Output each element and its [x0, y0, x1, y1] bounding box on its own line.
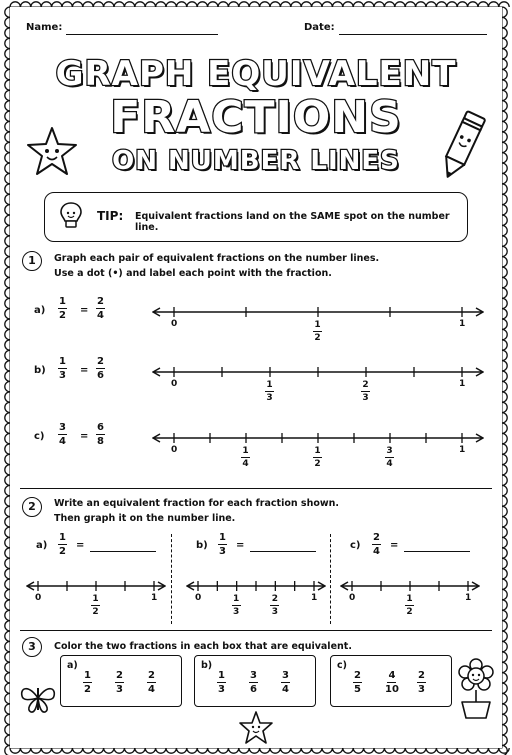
numerator: 2	[373, 532, 380, 543]
choice-fraction[interactable]	[115, 670, 124, 695]
fraction-bar	[58, 434, 67, 435]
point-label	[91, 594, 100, 617]
choice-fraction[interactable]	[147, 670, 156, 695]
box-letter: b)	[201, 660, 213, 671]
numerator: 1	[84, 670, 91, 681]
fraction-bar	[58, 308, 67, 309]
point-label	[313, 446, 322, 469]
date-label: Date:	[304, 22, 335, 33]
worksheet	[14, 10, 498, 745]
name-label: Name:	[26, 22, 63, 33]
equivalent-fraction	[96, 296, 105, 321]
denominator: 5	[354, 684, 361, 695]
column-divider	[171, 534, 172, 624]
fraction-bar	[96, 308, 105, 309]
item-letter: a)	[36, 540, 48, 551]
numerator: 1	[233, 594, 240, 604]
end-label: 1	[459, 445, 466, 455]
fraction-bar	[232, 605, 241, 606]
equals-sign: =	[80, 431, 89, 442]
fraction-box	[330, 655, 452, 707]
start-label: 0	[171, 445, 178, 455]
fraction-bar	[91, 605, 100, 606]
end-label: 1	[459, 319, 466, 329]
numerator: 1	[314, 446, 321, 456]
numerator: 2	[418, 670, 425, 681]
numerator: 1	[406, 594, 413, 604]
fraction-bar	[96, 368, 105, 369]
denominator: 2	[314, 333, 321, 343]
section-2-instruction-line-1: Write an equivalent fraction for each fraction shown.	[54, 498, 340, 509]
denominator: 2	[314, 459, 321, 469]
fraction-bar	[313, 457, 322, 458]
point-label	[241, 446, 250, 469]
end-label: 1	[465, 593, 472, 603]
fraction-bar	[241, 457, 250, 458]
tip-box	[44, 192, 468, 242]
fraction-bar	[265, 391, 274, 392]
number-line[interactable]	[152, 304, 484, 320]
denominator: 2	[92, 607, 99, 617]
equals-sign: =	[80, 305, 89, 316]
numerator: 2	[148, 670, 155, 681]
choice-fraction[interactable]	[249, 670, 258, 695]
small-star-icon	[236, 710, 276, 746]
item-letter: b)	[196, 540, 208, 551]
numerator: 1	[266, 380, 273, 390]
point-label	[385, 446, 394, 469]
answer-blank[interactable]	[250, 551, 316, 552]
fraction-bar	[58, 368, 67, 369]
choice-fraction[interactable]	[353, 670, 362, 695]
divider	[20, 488, 492, 489]
numerator: 2	[362, 380, 369, 390]
fraction-bar	[372, 544, 381, 545]
end-label: 1	[459, 379, 466, 389]
given-fraction	[372, 532, 381, 557]
denominator: 4	[97, 310, 104, 321]
fraction-bar	[83, 682, 92, 683]
title-line-1: GRAPH EQUIVALENT	[55, 54, 457, 94]
section-1-instruction	[54, 251, 379, 281]
denominator: 4	[386, 459, 393, 469]
denominator: 3	[233, 607, 240, 617]
denominator: 6	[250, 684, 257, 695]
number-line[interactable]	[26, 578, 166, 594]
fraction-bar	[387, 682, 396, 683]
point-label	[405, 594, 414, 617]
start-label: 0	[171, 379, 178, 389]
section-3-number: 3	[22, 637, 42, 657]
denominator: 8	[97, 436, 104, 447]
numerator: 3	[282, 670, 289, 681]
choice-fraction[interactable]	[417, 670, 426, 695]
equals-sign: =	[390, 540, 399, 551]
section-2-number: 2	[22, 497, 42, 517]
numerator: 1	[59, 296, 66, 307]
numerator: 1	[59, 356, 66, 367]
fraction-bar	[96, 434, 105, 435]
numerator: 2	[116, 670, 123, 681]
box-letter: a)	[67, 660, 78, 671]
tip-text: Equivalent fractions land on the SAME spot on the number line.	[135, 211, 450, 233]
given-fraction	[218, 532, 227, 557]
name-field[interactable]	[66, 34, 218, 35]
fraction-bar	[281, 682, 290, 683]
fraction-bar	[249, 682, 258, 683]
answer-blank[interactable]	[404, 551, 470, 552]
end-label: 1	[311, 593, 318, 603]
title-line-2: FRACTIONS	[110, 92, 402, 143]
equals-sign: =	[236, 540, 245, 551]
title-line-3: ON NUMBER LINES	[112, 146, 400, 176]
flower-pot-icon	[456, 658, 496, 720]
fraction-bar	[405, 605, 414, 606]
given-fraction	[58, 532, 67, 557]
denominator: 10	[385, 684, 399, 695]
denominator: 3	[218, 684, 225, 695]
numerator: 1	[314, 320, 321, 330]
numerator: 1	[219, 532, 226, 543]
number-line[interactable]	[152, 430, 484, 446]
denominator: 3	[219, 546, 226, 557]
denominator: 2	[406, 607, 413, 617]
section-1-instruction-line-2: Use a dot (•) and label each point with the fraction.	[54, 268, 332, 279]
section-2-instruction-line-2: Then graph it on the number line.	[54, 513, 236, 524]
fraction-bar	[58, 544, 67, 545]
numerator: 3	[386, 446, 393, 456]
denominator: 2	[59, 310, 66, 321]
answer-blank[interactable]	[90, 551, 156, 552]
column-divider	[330, 534, 331, 624]
start-label: 0	[349, 593, 356, 603]
fraction-bar	[115, 682, 124, 683]
equivalent-fraction	[96, 356, 105, 381]
equals-sign: =	[80, 365, 89, 376]
start-label: 0	[35, 593, 42, 603]
end-label: 1	[151, 593, 158, 603]
denominator: 4	[148, 684, 155, 695]
denominator: 4	[373, 546, 380, 557]
given-fraction	[58, 422, 67, 447]
row-letter: c)	[34, 431, 45, 442]
given-fraction	[58, 356, 67, 381]
given-fraction	[58, 296, 67, 321]
start-label: 0	[171, 319, 178, 329]
fraction-bar	[217, 682, 226, 683]
section-2-instruction	[54, 496, 339, 526]
section-1-instruction-line-1: Graph each pair of equivalent fractions on the number lines.	[54, 253, 380, 264]
point-label	[313, 320, 322, 343]
number-line[interactable]	[152, 364, 484, 380]
numerator: 3	[250, 670, 257, 681]
denominator: 3	[116, 684, 123, 695]
numerator: 1	[242, 446, 249, 456]
point-label	[232, 594, 241, 617]
start-label: 0	[195, 593, 202, 603]
lightbulb-icon	[57, 199, 85, 233]
denominator: 2	[59, 546, 66, 557]
fraction-bar	[361, 391, 370, 392]
point-label	[270, 594, 279, 617]
denominator: 4	[59, 436, 66, 447]
section-3-instruction: Color the two fractions in each box that are equivalent.	[54, 641, 352, 652]
row-letter: b)	[34, 365, 46, 376]
pencil-icon	[432, 106, 492, 186]
item-letter: c)	[350, 540, 361, 551]
divider	[20, 630, 492, 631]
star-icon	[24, 124, 80, 180]
numerator: 1	[92, 594, 99, 604]
choice-fraction[interactable]	[281, 670, 290, 695]
fraction-bar	[353, 682, 362, 683]
number-line[interactable]	[186, 578, 326, 594]
denominator: 3	[418, 684, 425, 695]
numerator: 3	[59, 422, 66, 433]
number-line[interactable]	[340, 578, 480, 594]
box-letter: c)	[337, 660, 347, 671]
section-1-number: 1	[22, 251, 42, 271]
numerator: 2	[354, 670, 361, 681]
fraction-box	[194, 655, 316, 707]
fraction-bar	[218, 544, 227, 545]
choice-fraction[interactable]	[217, 670, 226, 695]
denominator: 3	[271, 607, 278, 617]
point-label	[361, 380, 370, 403]
numerator: 4	[388, 670, 396, 681]
fraction-bar	[147, 682, 156, 683]
numerator: 1	[218, 670, 225, 681]
butterfly-icon	[18, 678, 58, 718]
fraction-bar	[385, 457, 394, 458]
denominator: 6	[97, 370, 104, 381]
numerator: 1	[59, 532, 66, 543]
equivalent-fraction	[96, 422, 105, 447]
date-field[interactable]	[339, 34, 487, 35]
denominator: 3	[59, 370, 66, 381]
tip-label: TIP:	[97, 209, 124, 223]
denominator: 4	[242, 459, 249, 469]
denominator: 3	[362, 393, 369, 403]
denominator: 2	[84, 684, 91, 695]
fraction-bar	[417, 682, 426, 683]
numerator: 6	[97, 422, 104, 433]
denominator: 3	[266, 393, 273, 403]
point-label	[265, 380, 274, 403]
fraction-bar	[313, 331, 322, 332]
numerator: 2	[97, 356, 104, 367]
choice-fraction[interactable]	[83, 670, 92, 695]
denominator: 4	[282, 684, 289, 695]
numerator: 2	[97, 296, 104, 307]
row-letter: a)	[34, 305, 46, 316]
fraction-box	[60, 655, 182, 707]
choice-fraction[interactable]	[385, 670, 399, 695]
fraction-bar	[270, 605, 279, 606]
numerator: 2	[271, 594, 278, 604]
equals-sign: =	[76, 540, 85, 551]
